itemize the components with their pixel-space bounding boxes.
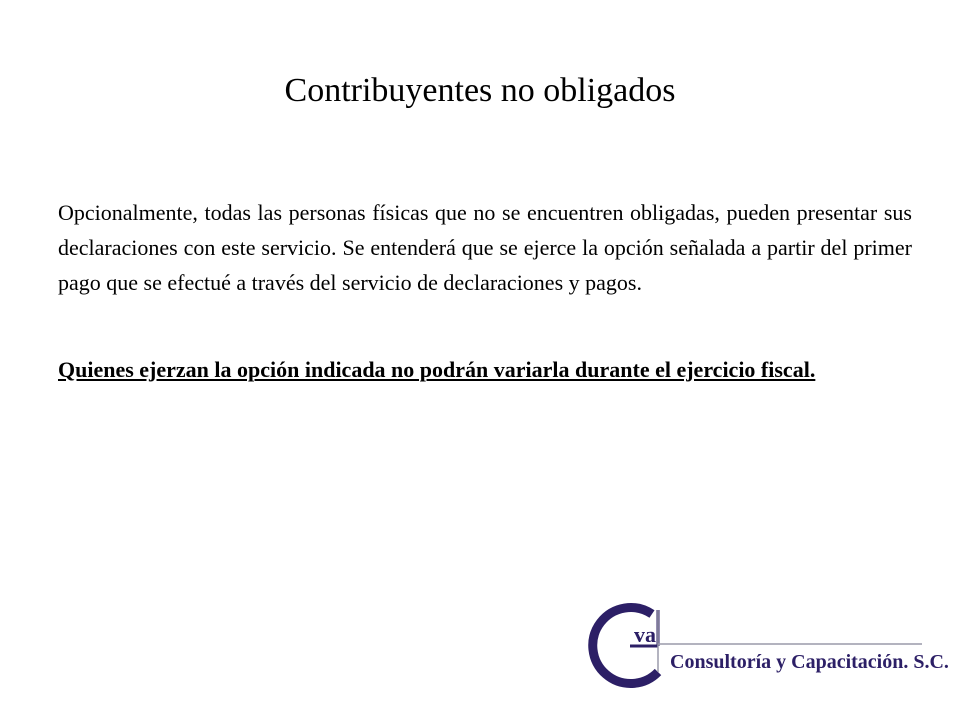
slide-title: Contribuyentes no obligados — [284, 72, 676, 109]
logo-mark: va — [634, 622, 656, 647]
body-paragraph: Opcionalmente, todas las personas físicas que no se encuentren obligadas, pueden presentar sus declaraciones con este servicio. Se entenderá que se ejerce la opción señalada a partir del primer pago que se efectué a través del servicio de declaraciones y pagos. — [58, 200, 912, 295]
company-logo — [582, 600, 949, 698]
logo-tagline: Consultoría y Capacitación. S.C. — [670, 651, 949, 673]
note-paragraph: Quienes ejerzan la opción indicada no podrán variarla durante el ejercicio fiscal. — [58, 357, 816, 382]
logo-g-icon — [582, 600, 927, 698]
